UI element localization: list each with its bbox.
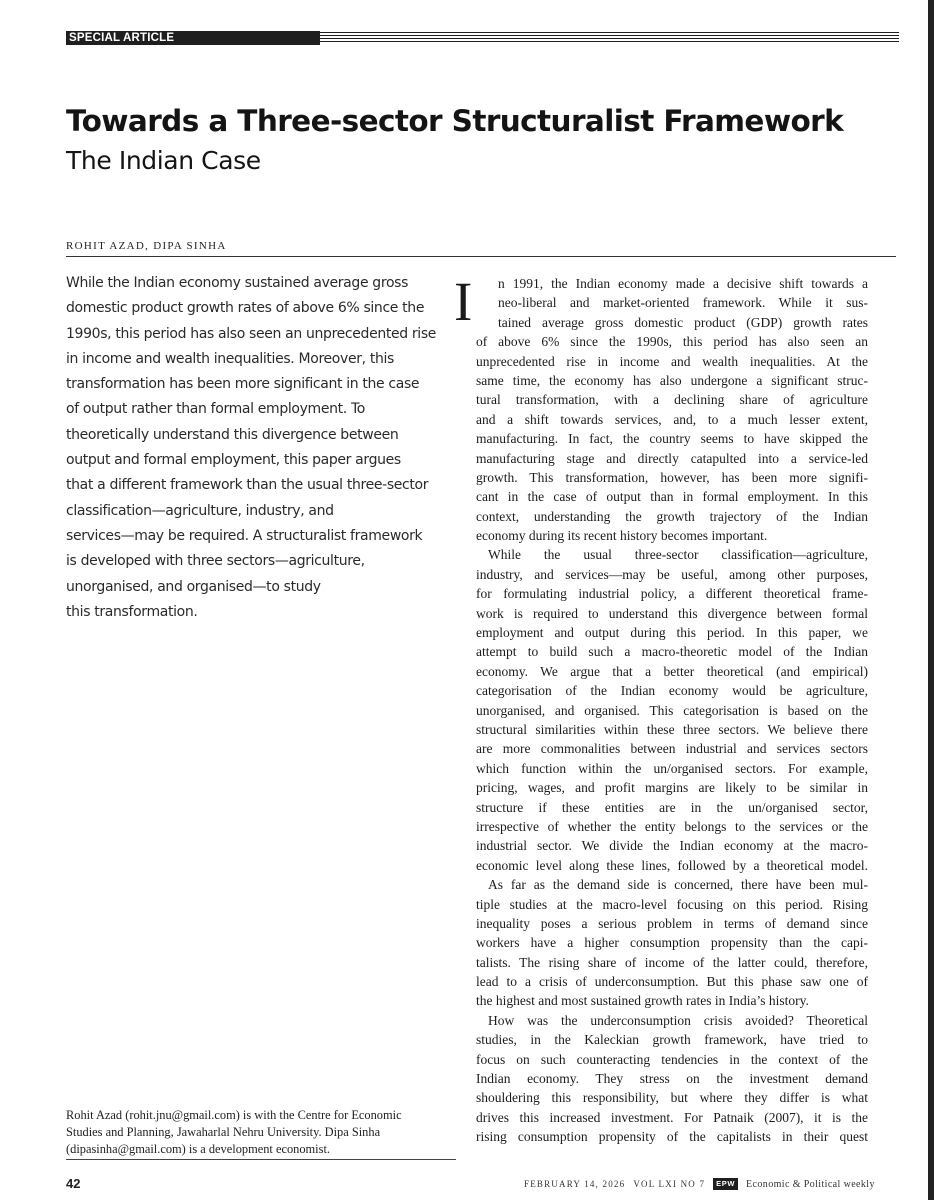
body-line: While the usual three-sector classification—agriculture, — [488, 547, 868, 563]
abstract-line: 1990s, this period has also seen an unprecedented rise — [66, 325, 437, 342]
author-footnote — [66, 1107, 456, 1157]
body-line: focus on such counteracting tendencies in the context of the — [476, 1051, 868, 1067]
epw-logo-badge: EPW — [713, 1178, 738, 1190]
body-line: neo-liberal and market-oriented framework. While it sus- — [498, 295, 868, 311]
article-subtitle: The Indian Case — [66, 146, 261, 175]
abstract — [66, 271, 451, 625]
body-line: rising consumption propensity of the capitalists in their quest — [476, 1129, 868, 1145]
abstract-line: domestic product growth rates of above 6% since the — [66, 300, 425, 317]
body-line: work is required to understand this divergence between formal — [476, 605, 868, 621]
body-line: employment and output during this period. In this paper, we — [476, 625, 868, 641]
body-line: talists. The rising share of income of the latter could, therefore, — [476, 954, 868, 970]
body-line: industry, and services—may be useful, among other purposes, — [476, 566, 868, 582]
footnote-line: Studies and Planning, Jawaharlal Nehru University. Dipa Sinha — [66, 1124, 381, 1139]
body-line: irrespective of whether the entity belongs to the services or the — [476, 818, 868, 834]
section-rules-decoration — [320, 32, 899, 44]
body-line: inequality poses a serious problem in terms of demand since — [476, 915, 868, 931]
body-line: the highest and most sustained growth rates in India’s history. — [476, 993, 809, 1009]
article-title: Towards a Three-sector Structuralist Framework — [66, 104, 844, 138]
body-line: Indian economy. They stress on the investment demand — [476, 1071, 868, 1087]
body-line: cant in the case of output than in formal employment. In this — [476, 489, 868, 505]
footnote-line: Rohit Azad (rohit.jnu@gmail.com) is with the Centre for Economic — [66, 1108, 402, 1122]
abstract-line: in income and wealth inequalities. Moreover, this — [66, 350, 394, 367]
abstract-line: this transformation. — [66, 603, 198, 620]
body-line: structure if these entities are in the un/organised sector, — [476, 799, 868, 815]
body-line: As far as the demand side is concerned, there have been mul- — [488, 877, 868, 893]
footnote-divider — [66, 1159, 456, 1160]
body-line: same time, the economy has also undergone a significant struc- — [476, 372, 868, 388]
abstract-line: that a different framework than the usual three-sector — [66, 477, 429, 494]
body-line: drives this increased investment. For Patnaik (2007), it is the — [476, 1109, 868, 1125]
body-line: economy. We argue that a better theoretical (and empirical) — [476, 663, 868, 679]
footer-issue-info — [524, 1177, 896, 1191]
abstract-line: services—may be required. A structuralist framework — [66, 527, 423, 544]
abstract-line: is developed with three sectors—agriculture, — [66, 553, 365, 570]
body-line: unorganised, and organised. This categorisation is based on the — [476, 702, 868, 718]
body-line: tural transformation, with a declining share of agriculture — [476, 392, 868, 408]
body-text-column — [454, 271, 868, 1147]
body-line: structural similarities within these three sectors. We believe there — [476, 721, 868, 737]
body-line: lead to a crisis of underconsumption. But this phase saw one of — [476, 974, 868, 990]
drop-cap: I — [454, 271, 473, 332]
body-line: shouldering this responsibility, but where they differ is what — [476, 1090, 868, 1106]
body-line: unprecedented rise in income and wealth inequalities. At the — [476, 353, 868, 369]
author-byline: ROHIT AZAD, DIPA SINHA — [66, 240, 227, 252]
body-line: are more commonalities between industrial and services sectors — [476, 741, 868, 757]
body-line: tiple studies at the macro-level focusing on this period. Rising — [476, 896, 868, 912]
abstract-line: classification—agriculture, industry, and — [66, 502, 334, 519]
body-line: tained average gross domestic product (GDP) growth rates — [498, 314, 868, 330]
body-line: manufacturing. In fact, the country seems to have skipped the — [476, 431, 868, 447]
body-line: attempt to build such a macro-theoretic model of the Indian — [476, 644, 868, 660]
abstract-line: theoretically understand this divergence between — [66, 426, 399, 443]
issue-date: FEBRUARY 14, 2026 — [524, 1179, 626, 1189]
issue-volume: VOL LXI NO 7 — [633, 1179, 706, 1189]
page-edge-shadow — [928, 0, 934, 1200]
body-line: workers have a higher consumption propensity than the capi- — [476, 935, 868, 951]
body-line: growth. This transformation, however, has been more signifi- — [476, 469, 868, 485]
abstract-line: output and formal employment, this paper argues — [66, 452, 401, 469]
body-line: pricing, wages, and profit margins are likely to be similar in — [476, 780, 868, 796]
abstract-line: unorganised, and organised—to study — [66, 578, 321, 595]
body-line: categorisation of the Indian economy would be agriculture, — [476, 683, 868, 699]
abstract-line: transformation has been more significant in the case — [66, 376, 420, 393]
body-line: manufacturing stage and directly catapulted into a service-led — [476, 450, 868, 466]
body-line: context, understanding the growth trajectory of the Indian — [476, 508, 868, 524]
footnote-line: (dipasinha@gmail.com) is a development economist. — [66, 1141, 330, 1156]
journal-name: Economic & Political weekly — [746, 1178, 875, 1190]
body-line: studies, in the Kaleckian growth framework, have tried to — [476, 1032, 868, 1048]
byline-divider — [66, 256, 896, 257]
body-line: which function within the un/organised sectors. For example, — [476, 760, 868, 776]
body-line: and a shift towards services, and, to a much lesser extent, — [476, 411, 868, 427]
body-line: economy during its recent history becomes important. — [476, 528, 768, 544]
section-label: SPECIAL ARTICLE — [66, 31, 320, 45]
body-line: How was the underconsumption crisis avoided? Theoretical — [488, 1012, 868, 1028]
section-header — [66, 31, 899, 45]
body-line: for formulating industrial policy, a different theoretical frame- — [476, 586, 868, 602]
body-line: industrial sector. We divide the Indian economy at the macro- — [476, 838, 868, 854]
abstract-line: of output rather than formal employment. To — [66, 401, 365, 418]
body-line: of above 6% since the 1990s, this period has also seen an — [476, 334, 868, 350]
page-number: 42 — [66, 1176, 81, 1191]
body-line: I n 1991, the Indian economy made a decisive shift towards a — [454, 271, 868, 332]
body-line: economic level along these lines, followed by a theoretical model. — [476, 857, 868, 873]
abstract-line: While the Indian economy sustained average gross — [66, 275, 409, 291]
